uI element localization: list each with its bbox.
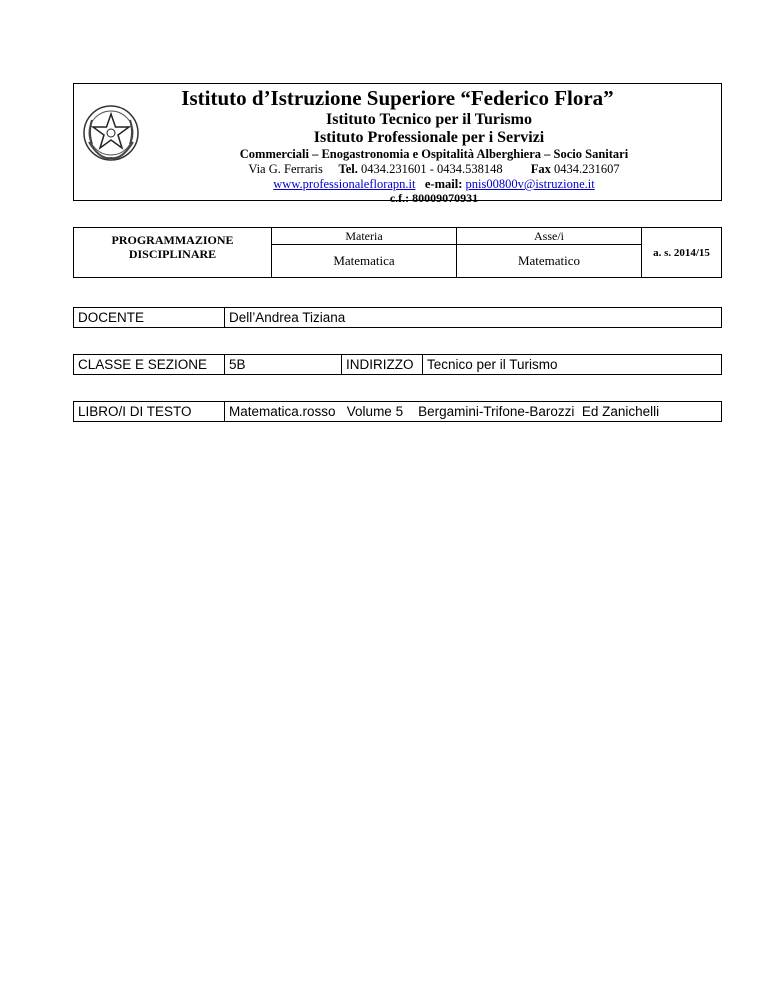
school-header [73, 83, 722, 205]
materia-value: Matematica [272, 245, 457, 278]
tel-label: Tel. [338, 162, 358, 176]
indirizzo-label: INDIRIZZO [342, 355, 423, 375]
school-sectors: Commerciali – Enogastronomia e Ospitalità Alberghiera – Socio Sanitari [239, 147, 629, 161]
asse-label: Asse/i [457, 228, 642, 245]
fax-number: 0434.231607 [554, 162, 620, 176]
school-subtitle-professionale: Istituto Professionale per i Servizi [313, 129, 545, 146]
email-label: e-mail: [424, 177, 463, 191]
classe-value: 5B [225, 355, 342, 375]
indirizzo-value: Tecnico per il Turismo [423, 355, 722, 375]
docente-value: Dell’Andrea Tiziana [225, 308, 722, 328]
programmazione-title [74, 228, 272, 278]
materia-label: Materia [272, 228, 457, 245]
italian-republic-emblem-icon [80, 102, 142, 164]
programmazione-title-line2: DISCIPLINARE [128, 247, 217, 261]
classe-label: CLASSE E SEZIONE [74, 355, 225, 375]
classe-row [73, 354, 722, 375]
website-link[interactable]: www.professionaleflorapn.it [273, 177, 416, 191]
school-web [144, 177, 724, 192]
asse-value: Matematico [457, 245, 642, 278]
school-subtitle-tecnico: Istituto Tecnico per il Turismo [326, 111, 532, 128]
anno-scolastico: a. s. 2014/15 [642, 228, 722, 278]
libro-value: Matematica.rosso Volume 5 Bergamini-Trifone-Barozzi Ed Zanichelli [225, 402, 722, 422]
docente-label: DOCENTE [74, 308, 225, 328]
tel-number: 0434.231601 - 0434.538148 [360, 162, 503, 176]
docente-row [73, 307, 722, 328]
libro-label: LIBRO/I DI TESTO [74, 402, 225, 422]
programmazione-title-line1: PROGRAMMAZIONE [111, 233, 234, 247]
fax-label: Fax [530, 162, 551, 176]
email-link[interactable]: pnis00800v@istruzione.it [465, 177, 595, 191]
programmazione-table [73, 227, 722, 278]
school-fiscal-code: c.f.: 80009070931 [389, 191, 479, 205]
school-name: Istituto d’Istruzione Superiore “Federico Flora” [181, 86, 614, 110]
school-address: Via G. Ferraris [248, 162, 323, 176]
school-contacts [144, 162, 724, 177]
libro-row [73, 401, 722, 422]
